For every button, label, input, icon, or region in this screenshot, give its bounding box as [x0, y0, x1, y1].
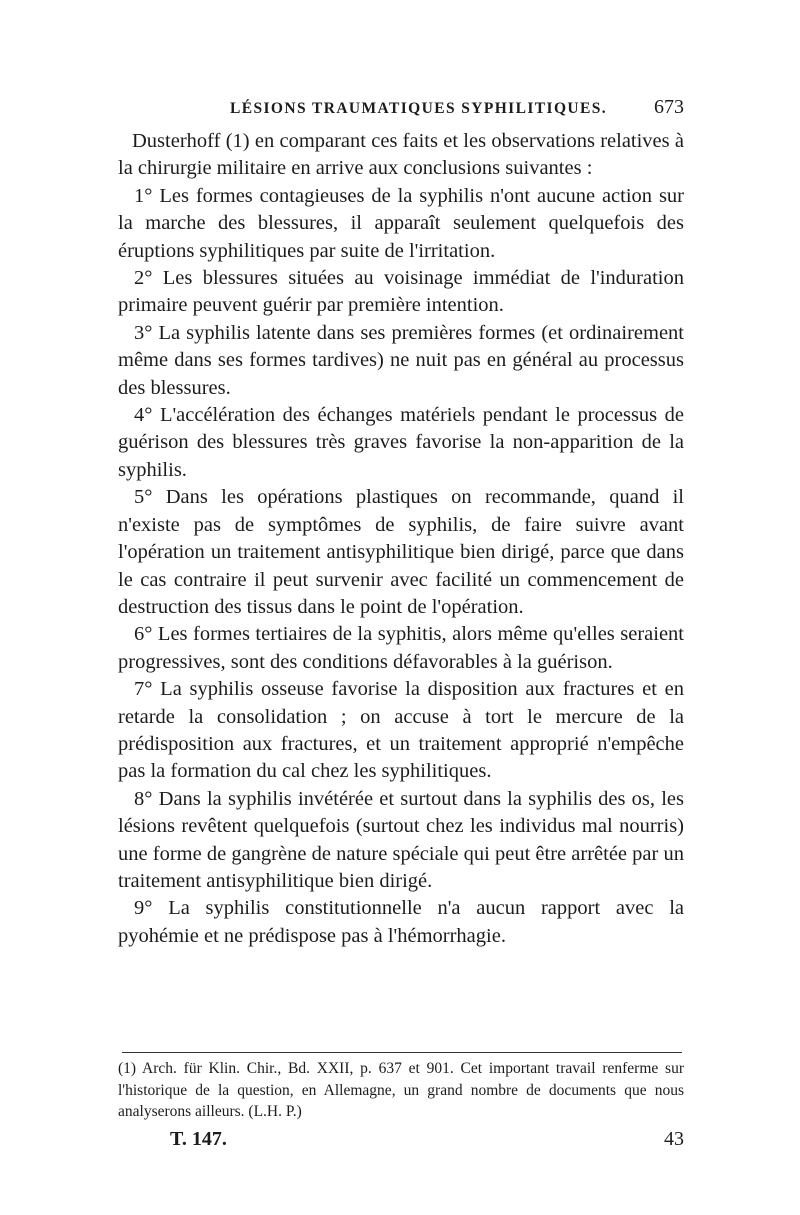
footnote — [118, 1058, 684, 1123]
sheet-number: 43 — [664, 1128, 684, 1150]
page-number: 673 — [654, 96, 684, 118]
paragraph-conclusion-5: 5° Dans les opérations plastiques on recommande, quand il n'existe pas de symptômes de syphilis, de faire suivre avant l'opération un traitement antisyphilitique bien dirigé, parce que dans le cas contraire il peut survenir avec facilité un commencement de destruction des tissus dans le point de l'opération. — [118, 486, 684, 618]
paragraph-conclusion-8: 8° Dans la syphilis invétérée et surtout dans la syphilis des os, les lésions revêtent quelquefois (surtout chez les individus mal nourris) une forme de gangrène de nature spéciale qui peut être arrêtée par un traitement antisyphilitique bien dirigé. — [118, 787, 684, 892]
footnote-text: (1) Arch. für Klin. Chir., Bd. XXII, p. 637 et 901. Cet important travail renferme sur l'historique de la question, en Allemagne, un grand nombre de documents que nous analyserons ailleurs. (L.H. P.) — [118, 1060, 684, 1120]
paragraph-conclusion-2: 2° Les blessures situées au voisinage immédiat de l'induration primaire peuvent guérir par première intention. — [118, 267, 684, 317]
paragraph-conclusion-3: 3° La syphilis latente dans ses premières formes (et ordinairement même dans ses formes tardives) ne nuit pas en général au processus des blessures. — [118, 321, 684, 399]
paragraph-intro: Dusterhoff (1) en comparant ces faits et les observations relatives à la chirurgie militaire en arrive aux conclusions suivantes : — [118, 130, 684, 180]
signature-mark: T. 147. — [170, 1128, 227, 1150]
running-title: LÉSIONS TRAUMATIQUES SYPHILITIQUES. — [230, 100, 608, 117]
body-text — [118, 128, 684, 950]
footnote-divider — [122, 1052, 682, 1053]
page-footer — [118, 1128, 684, 1158]
paragraph-conclusion-6: 6° Les formes tertiaires de la syphitis, alors même qu'elles seraient progressives, sont des conditions défavorables à la guérison. — [118, 623, 684, 673]
paragraph-conclusion-9: 9° La syphilis constitutionnelle n'a aucun rapport avec la pyohémie et ne prédispose pas à l'hémorrhagie. — [118, 897, 684, 947]
page-header — [118, 96, 684, 124]
paragraph-conclusion-1: 1° Les formes contagieuses de la syphilis n'ont aucune action sur la marche des blessures, il apparaît seulement quelquefois des éruptions syphilitiques par suite de l'irritation. — [118, 184, 684, 262]
paragraph-conclusion-4: 4° L'accélération des échanges matériels pendant le processus de guérison des blessures très graves favorise la non-apparition de la syphilis. — [118, 404, 684, 481]
paragraph-conclusion-7: 7° La syphilis osseuse favorise la disposition aux fractures et en retarde la consolidation ; on accuse à tort le mercure de la prédisposition aux fractures, et un traitement approprié n'empêche pas la formation du cal chez les syphilitiques. — [118, 678, 684, 783]
